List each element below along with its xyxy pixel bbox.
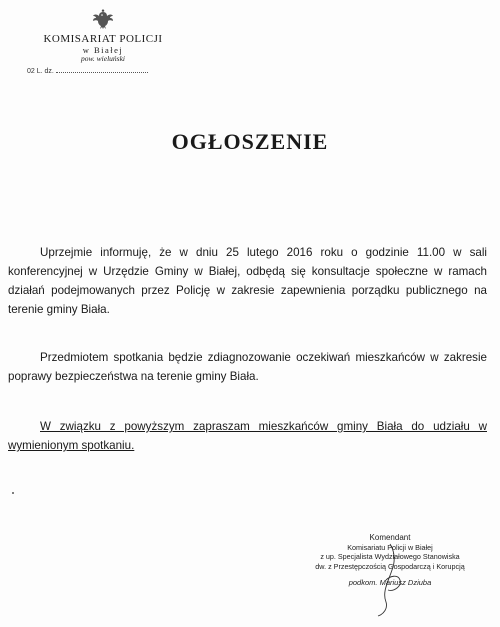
paragraph-1 [8, 243, 487, 319]
paragraph-1-text: Uprzejmie informuję, że w dniu 25 lutego 2016 roku o godzinie 11.00 w sali konferencyjnej w Urzędzie Gminy w Białej, odbędą się konsultacje społeczne w ramach działań podejmowanych przez Policję w zakresie zapewnienia porządku publicznego na terenie gminy Biała. [8, 246, 487, 316]
institution-district: pow. wieluński [80, 54, 126, 63]
eagle-emblem-icon [90, 6, 116, 32]
signatory-role: Komendant [369, 533, 411, 542]
reference-blank [56, 72, 148, 73]
paragraph-3 [8, 417, 487, 455]
paragraph-2-text: Przedmiotem spotkania będzie zdiagnozowanie oczekiwań mieszkańców w zakresie poprawy bezpieczeństwa na terenie gminy Biała. [8, 351, 487, 383]
paragraph-3-text: W związku z powyższym zapraszam mieszkańców gminy Biała do udziału w wymienionym spotkaniu. [8, 420, 487, 452]
reference-prefix: 02 L. dz. [27, 68, 54, 75]
institution-location: w Białej [82, 45, 124, 55]
signature-block [290, 533, 490, 588]
institution-stamp [28, 6, 178, 63]
institution-name: KOMISARIAT POLICJI [43, 33, 163, 45]
signatory-department: dw. z Przestępczością Gospodarczą i Korupcją [315, 561, 465, 571]
reference-number [27, 68, 148, 75]
margin-mark [12, 492, 14, 494]
signatory-name: podkom. Mariusz Dziuba [348, 578, 432, 587]
signatory-on-behalf: z up. Specjalista Wydziałowego Stanowiska [320, 552, 460, 561]
signatory-unit: Komisariatu Policji w Białej [347, 542, 433, 552]
document-title: OGŁOSZENIE [171, 129, 329, 154]
paragraph-2 [8, 348, 487, 386]
